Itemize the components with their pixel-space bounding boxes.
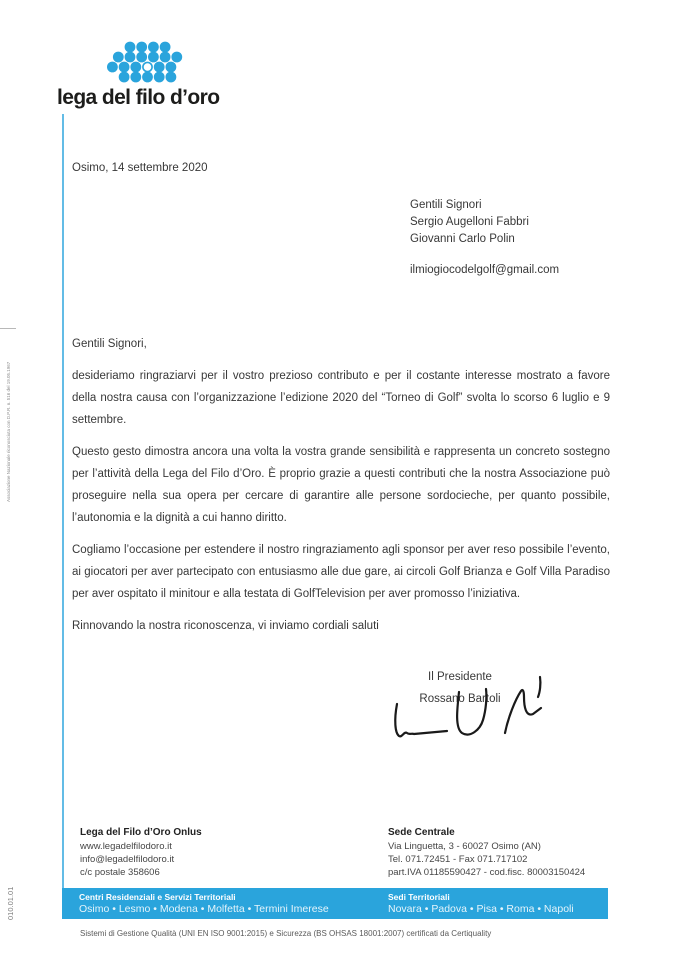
locations-bar [62,888,608,919]
residential-centers-group [79,892,329,915]
left-margin-rule [62,114,64,888]
footer-hq-address: Via Linguetta, 3 - 60027 Osimo (AN) [388,841,541,852]
footer-hq-title: Sede Centrale [388,827,455,838]
footer-hq-column [388,826,585,879]
footer-org-postal: c/c postale 358606 [80,867,160,878]
lega-del-filo-doro-dots-icon [106,40,190,84]
residential-centers-title: Centri Residenziali e Servizi Territoriali [79,892,236,902]
doc-code: 010.01.01 [6,886,15,920]
residential-centers-list: Osimo • Lesmo • Modena • Molfetta • Termini Imerese [79,903,329,915]
footer-org-column [80,826,202,879]
footer-org-website: www.legadelfilodoro.it [80,841,172,852]
territorial-offices-list: Novara • Padova • Pisa • Roma • Napoli [388,903,574,915]
recipient-line: Gentili Signori [410,199,482,211]
certification-note: Sistemi di Gestione Qualità (UNI EN ISO 9001:2015) e Sicurezza (BS OHSAS 18001:2007) certificati da Certiquality [80,929,492,938]
recipient-email: ilmiogiocodelgolf@gmail.com [410,264,560,276]
signer-name: Rossano Bartoli [419,693,501,705]
handwritten-signature [385,668,550,768]
salutation: Gentili Signori, [72,338,147,350]
side-registration-note: Associazione Nazionale riconosciuta con D.P.R. n. 516 del 19.05.1967 [6,361,11,502]
territorial-offices-title: Sedi Territoriali [388,892,450,902]
recipient-line: Sergio Augelloni Fabbri [410,216,529,228]
territorial-offices-group [388,892,574,915]
footer-hq-tax: part.IVA 01185590427 - cod.fisc. 80003150424 [388,867,586,878]
body-paragraph: Cogliamo l’occasione per estendere il nostro ringraziamento agli sponsor per aver reso possibile l’evento, ai giocatori per aver partecipato con entusiasmo alle due gare, ai circoli Golf Brianza e Golf Villa Paradiso per aver ospitato il minitour e alla testata di GolfTelevision per aver promosso l’iniziativa. [72,544,610,600]
fold-mark [0,328,16,329]
signer-role: Il Presidente [428,671,492,683]
logo-wordmark: lega del filo d’oro [57,86,220,109]
closing-line: Rinnovando la nostra riconoscenza, vi inviamo cordiali saluti [72,620,379,632]
body-paragraph: desideriamo ringraziarvi per il vostro prezioso contributo e per il costante interesse mostrato a favore della nostra causa con l’organizzazione l’edizione 2020 del “Torneo di Golf” svolta lo scorso 6 luglio e 9 settembre. [72,370,610,426]
recipient-line: Giovanni Carlo Polin [410,233,515,245]
letter-body [72,333,610,647]
recipient-block [410,197,559,279]
footer-org-title: Lega del Filo d’Oro Onlus [80,827,202,838]
body-paragraph: Questo gesto dimostra ancora una volta la vostra grande sensibilità e rappresenta un concreto sostegno per l’attività della Lega del Filo d’Oro. È proprio grazie a questi contributi che la nostra Associazione può proseguire nella sua opera per cercare di garantire alle persone sordocieche, per quanto possibile, l’autonomia e la dignità a cui hanno diritto. [72,446,610,524]
footer-hq-phone: Tel. 071.72451 - Fax 071.717102 [388,854,528,865]
dateline: Osimo, 14 settembre 2020 [72,162,208,174]
footer-org-email: info@legadelfilodoro.it [80,854,175,865]
